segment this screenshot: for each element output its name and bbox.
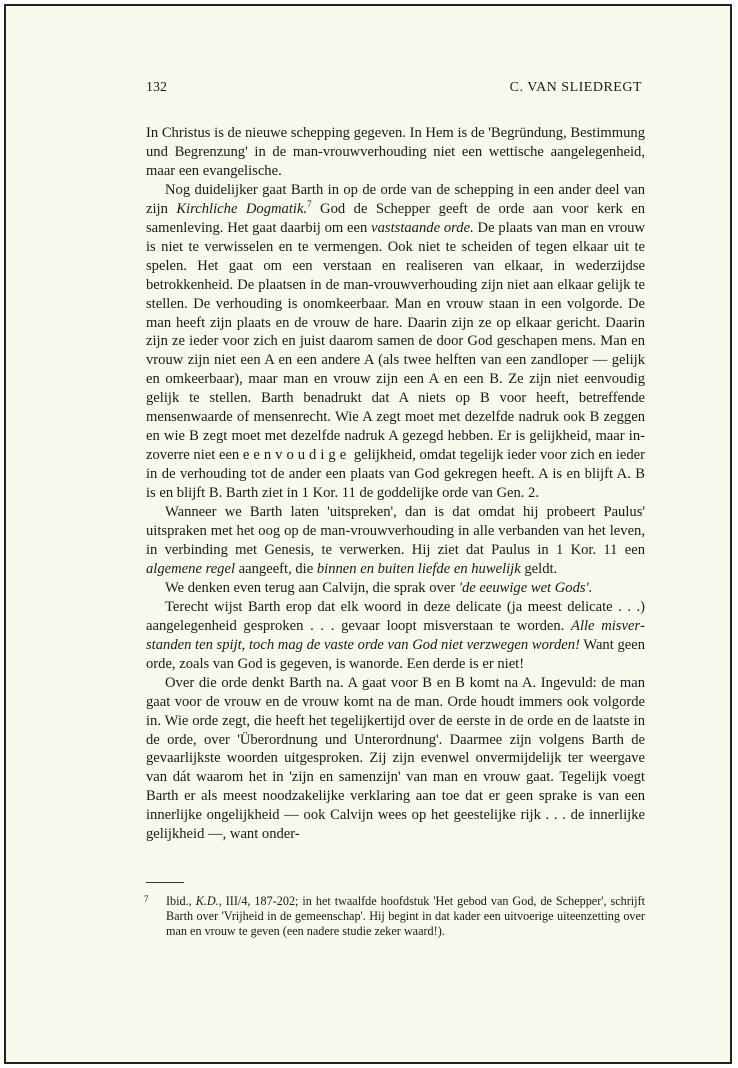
emphasis-vaststaande-orde: vaststaande orde. — [371, 219, 474, 236]
emphasis-misverstanden: Alle misverstanden ten spijt, toch mag de vaste orde van God niet verzwegen worden! — [146, 617, 645, 653]
paragraph-1-text: In Christus is de nieuwe schepping gegeven. In Hem is de 'Begründung, Bestimmung und Begrenzung' in de man-vrouwverhouding niet een wettische aangelegenheid, maar een evangelische. — [146, 125, 645, 179]
footnote-text-a: Ibid., — [166, 894, 196, 908]
paragraph-2-text-c: De plaats van man en vrouw is niet te verwisselen en te vermengen. Ook niet te scheiden of tegen elkaar uit te spelen. Het gaat om een verstaan en realiseren van elkaar, in wederzijdse betrokkenheid. De plaatsen in de man-vrouwverhouding zijn niet aan elkaar gelijk te stellen. De verhouding is onomkeerbaar. Man en vrouw staan in een volgorde. De man heeft zijn plaats en de vrouw de hare. Daarin zijn ze op elkaar gericht. Daarin zijn ze ieder voor zich en juist daarom samen de door God geschapen mens. Man en vrouw zijn niet een A en een andere A (als twee helften van een zandloper — gelijk en omkeerbaar), maar man en vrouw zijn een A en een B. Ze zijn niet eenvoudig gelijk te stellen. Barth benadrukt dat A niets op B voor heeft, betreffende mensenwaarde of mensenrecht. Wie A zegt moet met dezelfde nadruk ook B zeggen en wie B zegt moet met dezelfde nadruk A gezegd hebben. Er is gelijkheid, maar inzoverre niet een — [146, 219, 645, 464]
paragraph-5-text-a: Terecht wijst Barth erop dat elk woord in deze delicate (ja meest delicate . . .) aangelegenheid gesproken . . . gevaar loopt misverstaan te worden. — [146, 598, 645, 634]
paragraph-2 — [146, 181, 645, 503]
paragraph-5-text-b: Want geen orde, zoals van God is gegeven, is wanorde. Een derde is er niet! — [146, 636, 645, 672]
footnote-text — [166, 894, 645, 939]
running-head: C. VAN SLIEDREGT — [509, 80, 642, 95]
paragraph-4-text: We denken even terug aan Calvijn, die sprak over — [165, 579, 459, 596]
footnote-reference: 7 — [307, 198, 312, 209]
emphasis-liefde-huwelijk: binnen en buiten liefde en huwelijk — [316, 560, 521, 577]
quote-eeuwige-wet-gods: 'de eeuwige wet Gods'. — [458, 579, 593, 596]
paragraph-2-text-a: Nog duidelijker gaat Barth in op de orde van de schepping in een ander deel van zijn — [146, 181, 645, 217]
emphasis-algemene-regel: algemene regel — [146, 560, 236, 577]
paragraph-1 — [146, 124, 645, 181]
footnote-divider — [146, 882, 184, 883]
footnote — [146, 894, 645, 939]
paragraph-4 — [146, 579, 645, 598]
paragraph-2-text-d: gelijkheid, omdat tegelijk ieder voor zich en ieder in de verhouding tot de ander een plaats van God gekregen heeft. A is en blijft A. B is en blijft B. Barth ziet in 1 Kor. 11 de goddelijke orde van Gen. 2. — [146, 447, 645, 502]
footnote-number: 7 — [144, 894, 149, 904]
paragraph-3 — [146, 503, 645, 579]
footnote-kd-abbrev: K.D. — [195, 894, 219, 908]
paragraph-6 — [146, 674, 645, 845]
paragraph-2-text-b: God de Schepper geeft de orde aan voor kerk en samenleving. Het gaat daarbij om een — [146, 200, 645, 236]
paragraph-5 — [146, 598, 645, 674]
paragraph-3-text-c: geldt. — [520, 560, 558, 577]
paragraph-3-text-b: aangeeft, die — [235, 560, 317, 577]
work-title-kirchliche-dogmatik: Kirchliche Dogmatik. — [176, 200, 308, 217]
scanned-page — [4, 4, 732, 1064]
page-number: 132 — [146, 80, 167, 95]
paragraph-3-text-a: Wanneer we Barth laten 'uitspreken', dan is dat omdat hij probeert Paulus' uitspraken met het oog op de man-vrouwverhouding in alle verbanden van het leven, in verbinding met Genesis, te verwerken. Hij ziet dat Paulus in 1 Kor. 11 een — [146, 504, 645, 558]
footnote-text-b: , III/4, 187-202; in het twaalfde hoofdstuk 'Het gebod van God, de Schepper', schrijft Barth over 'Vrijheid in de gemeenschap'. Hij begint in dat kader een uitvoerige uiteenzetting over man en vrouw te geven (een nadere studie zeker waard!). — [166, 894, 645, 938]
paragraph-6-text: Over die orde denkt Barth na. A gaat voor B en B komt na A. Ingevuld: de man gaat voor de vrouw en de vrouw komt na de man. Orde houdt immers ook volgorde in. Wie orde zegt, die heeft het tegelijkertijd over de eerste in de orde en de laatste in de orde, over 'Überordnung und Unterordnung'. Daarmee zijn volgens Barth de gevaarlijkste woorden uitgesproken. Zij zijn evenwel onvermijdelijk ter weergave van dát waarom het in 'zijn en samenzijn' van man en vrouw gaat. Tegelijk voegt Barth er als meest noodzakelijke verklaring aan toe dat er geen sprake is van een innerlijke ongelijkheid — ook Calvijn wees op het geestelijke rijk . . . de innerlijke gelijkheid —, want onder- — [146, 674, 645, 843]
emphasis-eenvoudige: eenvoudige — [242, 447, 351, 464]
body-text — [146, 124, 645, 844]
